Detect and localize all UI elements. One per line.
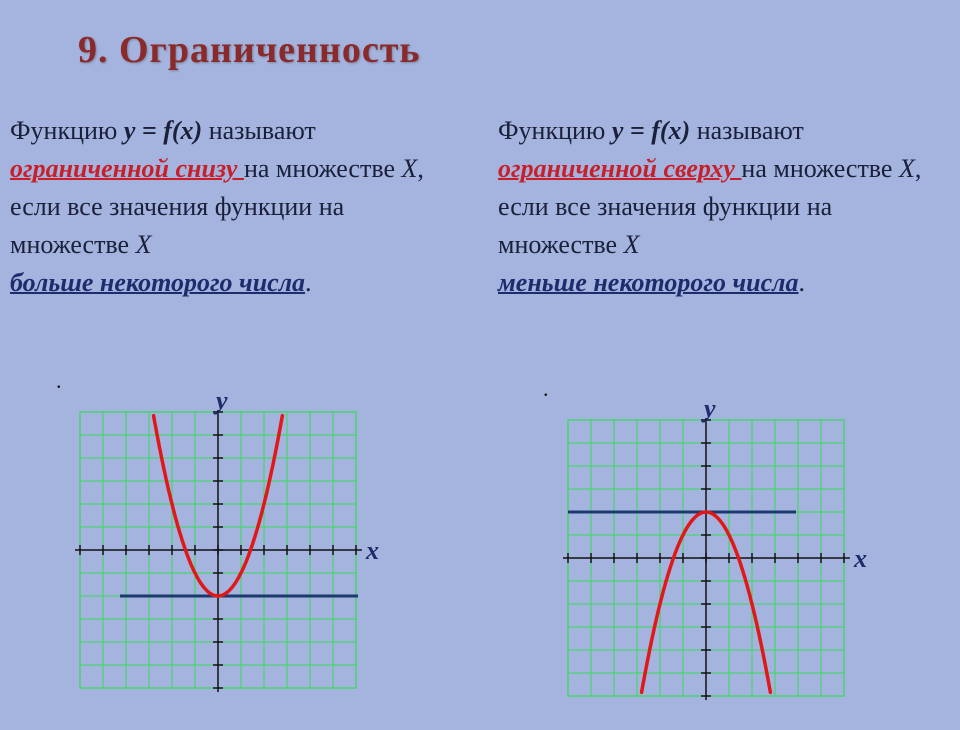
function-formula: y = f(x) xyxy=(611,116,691,145)
graph-bounded-below xyxy=(80,386,380,722)
dot-marker: . xyxy=(56,368,62,393)
condition-less: меньше некоторого числа xyxy=(498,268,799,297)
graph-bounded-above xyxy=(568,394,868,730)
y-axis-label: y xyxy=(704,394,716,423)
term-bounded-above: ограниченной сверху xyxy=(498,154,742,183)
dot-marker: . xyxy=(543,376,549,401)
condition-greater: больше некоторого числа xyxy=(10,268,306,297)
y-axis-label: y xyxy=(216,386,228,415)
definition-bounded-above: Функцию y = f(x) называют ограниченной сверху на множестве X, если все значения функции на множестве X меньше некоторого числа. xyxy=(498,116,922,297)
function-formula: y = f(x) xyxy=(123,116,203,145)
term-bounded-below: ограниченной снизу xyxy=(10,154,244,183)
x-axis-label: x xyxy=(366,536,379,565)
page-title: 9. Ограниченность xyxy=(78,29,421,71)
definition-bounded-below: Функцию y = f(x) называют ограниченной снизу на множестве X, если все значения функции на множестве X больше некоторого числа. xyxy=(10,116,424,297)
x-axis-label: x xyxy=(854,544,867,573)
